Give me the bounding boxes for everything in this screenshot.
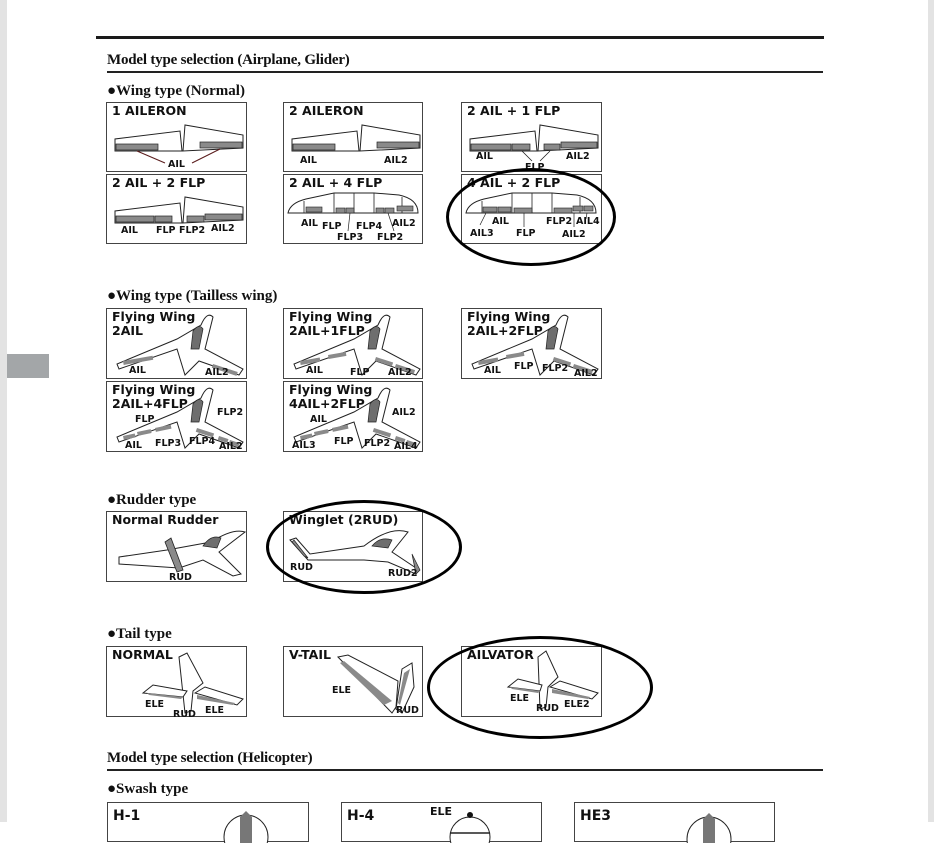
option-label: 2 AIL + 4 FLP (289, 175, 383, 190)
option-label: Flying Wing 2AIL+2FLP (467, 309, 551, 338)
option-flying-wing-2ail-1flp[interactable] (283, 308, 423, 379)
option-label: Flying Wing 4AIL+2FLP (289, 382, 373, 411)
option-label: Normal Rudder (112, 512, 219, 527)
option-normal-rudder[interactable] (106, 511, 247, 582)
heading-swash: ●Swash type (107, 781, 189, 797)
chapter-tab (7, 354, 49, 378)
option-label: HE3 (580, 808, 612, 824)
option-label: 4 AIL + 2 FLP (467, 175, 561, 190)
option-label: NORMAL (112, 647, 173, 662)
tag-ail: AIL (301, 218, 318, 229)
tag-ail4: AIL4 (394, 441, 418, 452)
heading-tail: ●Tail type (107, 626, 172, 642)
option-label: H-4 (347, 808, 375, 824)
option-swash-h4[interactable] (341, 802, 542, 842)
tag-ail2: AIL2 (211, 223, 235, 234)
tag-ail: AIL (484, 365, 501, 376)
tag-ail4: AIL4 (576, 216, 600, 227)
option-label: 2 AILERON (289, 103, 364, 118)
tag-flp: FLP (514, 361, 534, 372)
tag-flp4: FLP4 (189, 436, 216, 447)
section-rule (107, 769, 823, 771)
tag-ail: AIL (310, 414, 327, 425)
tag-flp: FLP (525, 162, 545, 173)
option-2ail-4flp[interactable] (283, 174, 423, 244)
tag-flp: FLP (135, 414, 155, 425)
tag-flp2: FLP2 (217, 407, 244, 418)
option-tail-v-tail[interactable] (283, 646, 423, 717)
option-label: Flying Wing 2AIL (112, 309, 196, 338)
tag-rud: RUD (169, 572, 192, 583)
section-rule (107, 71, 823, 73)
tag-ail2: AIL2 (205, 367, 229, 378)
option-flying-wing-2ail[interactable] (106, 308, 247, 379)
option-label: 1 AILERON (112, 103, 187, 118)
tag-ail: AIL (121, 225, 138, 236)
tag-ele2: ELE2 (564, 699, 590, 710)
option-label: H-1 (113, 808, 141, 824)
tag-ail3: AIL3 (292, 440, 316, 451)
option-tail-normal[interactable] (106, 646, 247, 717)
tag-ail3: AIL3 (470, 228, 494, 239)
tag-flp2: FLP2 (546, 216, 573, 227)
tag-ail2: AIL2 (392, 218, 416, 229)
tag-ail: AIL (492, 216, 509, 227)
heading-wing-tailless: ●Wing type (Tailless wing) (107, 288, 278, 304)
tag-ail: AIL (125, 440, 142, 451)
option-swash-h1[interactable] (107, 802, 309, 842)
tag-ail2: AIL2 (219, 441, 243, 452)
option-1-aileron[interactable] (106, 102, 247, 172)
tag-ele: ELE (332, 685, 352, 696)
option-2-aileron[interactable] (283, 102, 423, 172)
option-2ail-2flp[interactable] (106, 174, 247, 244)
option-label: Winglet (2RUD) (289, 512, 399, 527)
tag-ail: AIL (300, 155, 317, 166)
option-label: Flying Wing 2AIL+4FLP (112, 382, 196, 411)
option-tail-ailvator[interactable] (461, 646, 602, 717)
tag-ele: ELE (430, 805, 453, 818)
tag-ail: AIL (476, 151, 493, 162)
tag-ail: AIL (306, 365, 323, 376)
tag-ail2: AIL2 (388, 367, 412, 378)
tag-ail2: AIL2 (562, 229, 586, 240)
section-title-airplane: Model type selection (Airplane, Glider) (107, 52, 350, 68)
tag-flp2: FLP2 (179, 225, 206, 236)
option-label: Flying Wing 2AIL+1FLP (289, 309, 373, 338)
option-2ail-1flp[interactable] (461, 102, 602, 172)
tag-ail2: AIL2 (384, 155, 408, 166)
tag-flp: FLP (156, 225, 176, 236)
tag-ele: ELE (145, 699, 165, 710)
option-label: 2 AIL + 2 FLP (112, 175, 206, 190)
heading-wing-normal: ●Wing type (Normal) (107, 83, 245, 99)
option-flying-wing-2ail-4flp[interactable] (106, 381, 247, 452)
option-winglet-2rud[interactable] (283, 511, 423, 582)
tag-rud2: RUD2 (388, 568, 418, 579)
option-swash-he3[interactable] (574, 802, 775, 842)
tag-flp: FLP (334, 436, 354, 447)
page-edge-left (0, 0, 7, 822)
heading-rudder: ●Rudder type (107, 492, 197, 508)
tag-flp2: FLP2 (377, 232, 404, 243)
option-label: V-TAIL (289, 647, 331, 662)
tag-rud: RUD (536, 703, 559, 714)
tag-rud: RUD (396, 705, 419, 716)
option-label: 2 AIL + 1 FLP (467, 103, 561, 118)
top-rule (96, 36, 824, 39)
tag-flp3: FLP3 (155, 438, 182, 449)
tag-ele-right: ELE (205, 705, 225, 716)
tag-flp: FLP (350, 367, 370, 378)
tag-flp3: FLP3 (337, 232, 364, 243)
tag-flp2: FLP2 (364, 438, 391, 449)
tag-ele: ELE (510, 693, 530, 704)
option-label: AILVATOR (467, 647, 534, 662)
tag-flp4: FLP4 (356, 221, 383, 232)
tag-rud: RUD (173, 709, 196, 718)
option-flying-wing-2ail-2flp[interactable] (461, 308, 602, 379)
option-4ail-2flp[interactable] (461, 174, 602, 244)
tag-flp2: FLP2 (542, 363, 569, 374)
section-title-helicopter: Model type selection (Helicopter) (107, 750, 313, 766)
tag-ail2: AIL2 (574, 368, 598, 379)
option-flying-wing-4ail-2flp[interactable] (283, 381, 423, 452)
tag-flp: FLP (322, 221, 342, 232)
tag-ail: AIL (168, 159, 185, 170)
page-edge-right (928, 0, 934, 822)
tag-ail: AIL (129, 365, 146, 376)
tag-flp: FLP (516, 228, 536, 239)
tag-rud: RUD (290, 562, 313, 573)
tag-ail2: AIL2 (566, 151, 590, 162)
tag-ail2: AIL2 (392, 407, 416, 418)
